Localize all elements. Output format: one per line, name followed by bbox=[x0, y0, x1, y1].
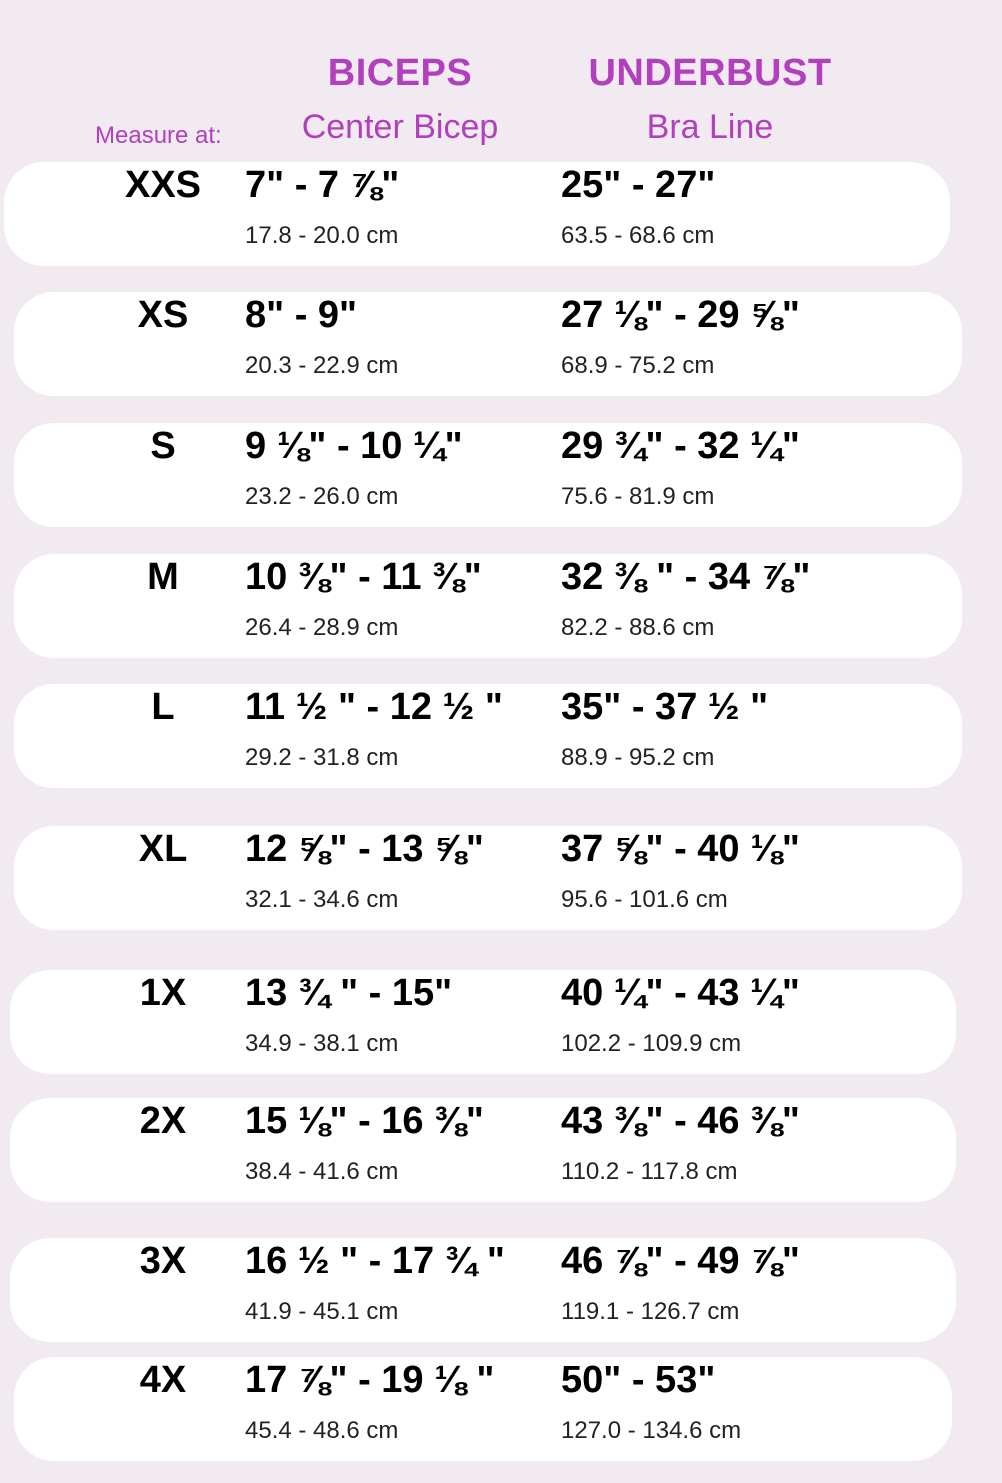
underbust-centimeters: 82.2 - 88.6 cm bbox=[561, 614, 715, 641]
size-label: 3X bbox=[139, 1240, 187, 1282]
biceps-centimeters: 32.1 - 34.6 cm bbox=[245, 886, 399, 913]
underbust-inches: 25" - 27" bbox=[561, 164, 716, 206]
underbust-centimeters: 88.9 - 95.2 cm bbox=[561, 744, 715, 771]
underbust-centimeters: 68.9 - 75.2 cm bbox=[561, 352, 715, 379]
biceps-centimeters: 45.4 - 48.6 cm bbox=[245, 1417, 399, 1444]
size-label: 2X bbox=[139, 1100, 187, 1142]
biceps-inches: 17 ⅞" - 19 ⅛ " bbox=[245, 1359, 495, 1401]
underbust-inches: 50" - 53" bbox=[561, 1359, 716, 1401]
biceps-centimeters: 34.9 - 38.1 cm bbox=[245, 1030, 399, 1057]
biceps-centimeters: 38.4 - 41.6 cm bbox=[245, 1158, 399, 1185]
biceps-column-title: BICEPS bbox=[327, 52, 473, 94]
underbust-inches: 43 ⅜" - 46 ⅜" bbox=[561, 1100, 800, 1142]
underbust-centimeters: 119.1 - 126.7 cm bbox=[561, 1298, 740, 1325]
biceps-centimeters: 20.3 - 22.9 cm bbox=[245, 352, 399, 379]
size-label: XL bbox=[138, 828, 188, 870]
biceps-inches: 8" - 9" bbox=[245, 294, 358, 336]
underbust-inches: 40 ¼" - 43 ¼" bbox=[561, 972, 800, 1014]
underbust-inches: 32 ⅜ " - 34 ⅞" bbox=[561, 556, 811, 598]
underbust-inches: 35" - 37 ½ " bbox=[561, 686, 769, 728]
size-label: 1X bbox=[139, 972, 187, 1014]
biceps-centimeters: 26.4 - 28.9 cm bbox=[245, 614, 399, 641]
biceps-inches: 13 ¾ " - 15" bbox=[245, 972, 453, 1014]
biceps-inches: 7" - 7 ⅞" bbox=[245, 164, 400, 206]
underbust-centimeters: 75.6 - 81.9 cm bbox=[561, 483, 715, 510]
underbust-centimeters: 127.0 - 134.6 cm bbox=[561, 1417, 742, 1444]
biceps-inches: 15 ⅛" - 16 ⅜" bbox=[245, 1100, 484, 1142]
size-label: 4X bbox=[139, 1359, 187, 1401]
underbust-centimeters: 63.5 - 68.6 cm bbox=[561, 222, 715, 249]
underbust-inches: 46 ⅞" - 49 ⅞" bbox=[561, 1240, 800, 1282]
biceps-centimeters: 41.9 - 45.1 cm bbox=[245, 1298, 399, 1325]
underbust-inches: 29 ¾" - 32 ¼" bbox=[561, 425, 800, 467]
underbust-column-title: UNDERBUST bbox=[588, 52, 832, 94]
underbust-measure-location: Bra Line bbox=[646, 108, 774, 146]
measure-at-label: Measure at: bbox=[95, 122, 222, 149]
underbust-centimeters: 102.2 - 109.9 cm bbox=[561, 1030, 742, 1057]
biceps-inches: 9 ⅛" - 10 ¼" bbox=[245, 425, 463, 467]
size-label: L bbox=[151, 686, 175, 728]
underbust-centimeters: 95.6 - 101.6 cm bbox=[561, 886, 728, 913]
size-label: S bbox=[150, 425, 176, 467]
size-label: XXS bbox=[124, 164, 202, 206]
size-label: XS bbox=[137, 294, 189, 336]
underbust-inches: 27 ⅛" - 29 ⅝" bbox=[561, 294, 800, 336]
underbust-inches: 37 ⅝" - 40 ⅛" bbox=[561, 828, 800, 870]
biceps-centimeters: 23.2 - 26.0 cm bbox=[245, 483, 399, 510]
biceps-measure-location: Center Bicep bbox=[301, 108, 499, 146]
biceps-inches: 11 ½ " - 12 ½ " bbox=[245, 686, 503, 728]
biceps-centimeters: 29.2 - 31.8 cm bbox=[245, 744, 399, 771]
biceps-inches: 16 ½ " - 17 ¾ " bbox=[245, 1240, 505, 1282]
underbust-centimeters: 110.2 - 117.8 cm bbox=[561, 1158, 738, 1185]
size-label: M bbox=[147, 556, 179, 598]
biceps-inches: 10 ⅜" - 11 ⅜" bbox=[245, 556, 482, 598]
biceps-inches: 12 ⅝" - 13 ⅝" bbox=[245, 828, 484, 870]
biceps-centimeters: 17.8 - 20.0 cm bbox=[245, 222, 399, 249]
